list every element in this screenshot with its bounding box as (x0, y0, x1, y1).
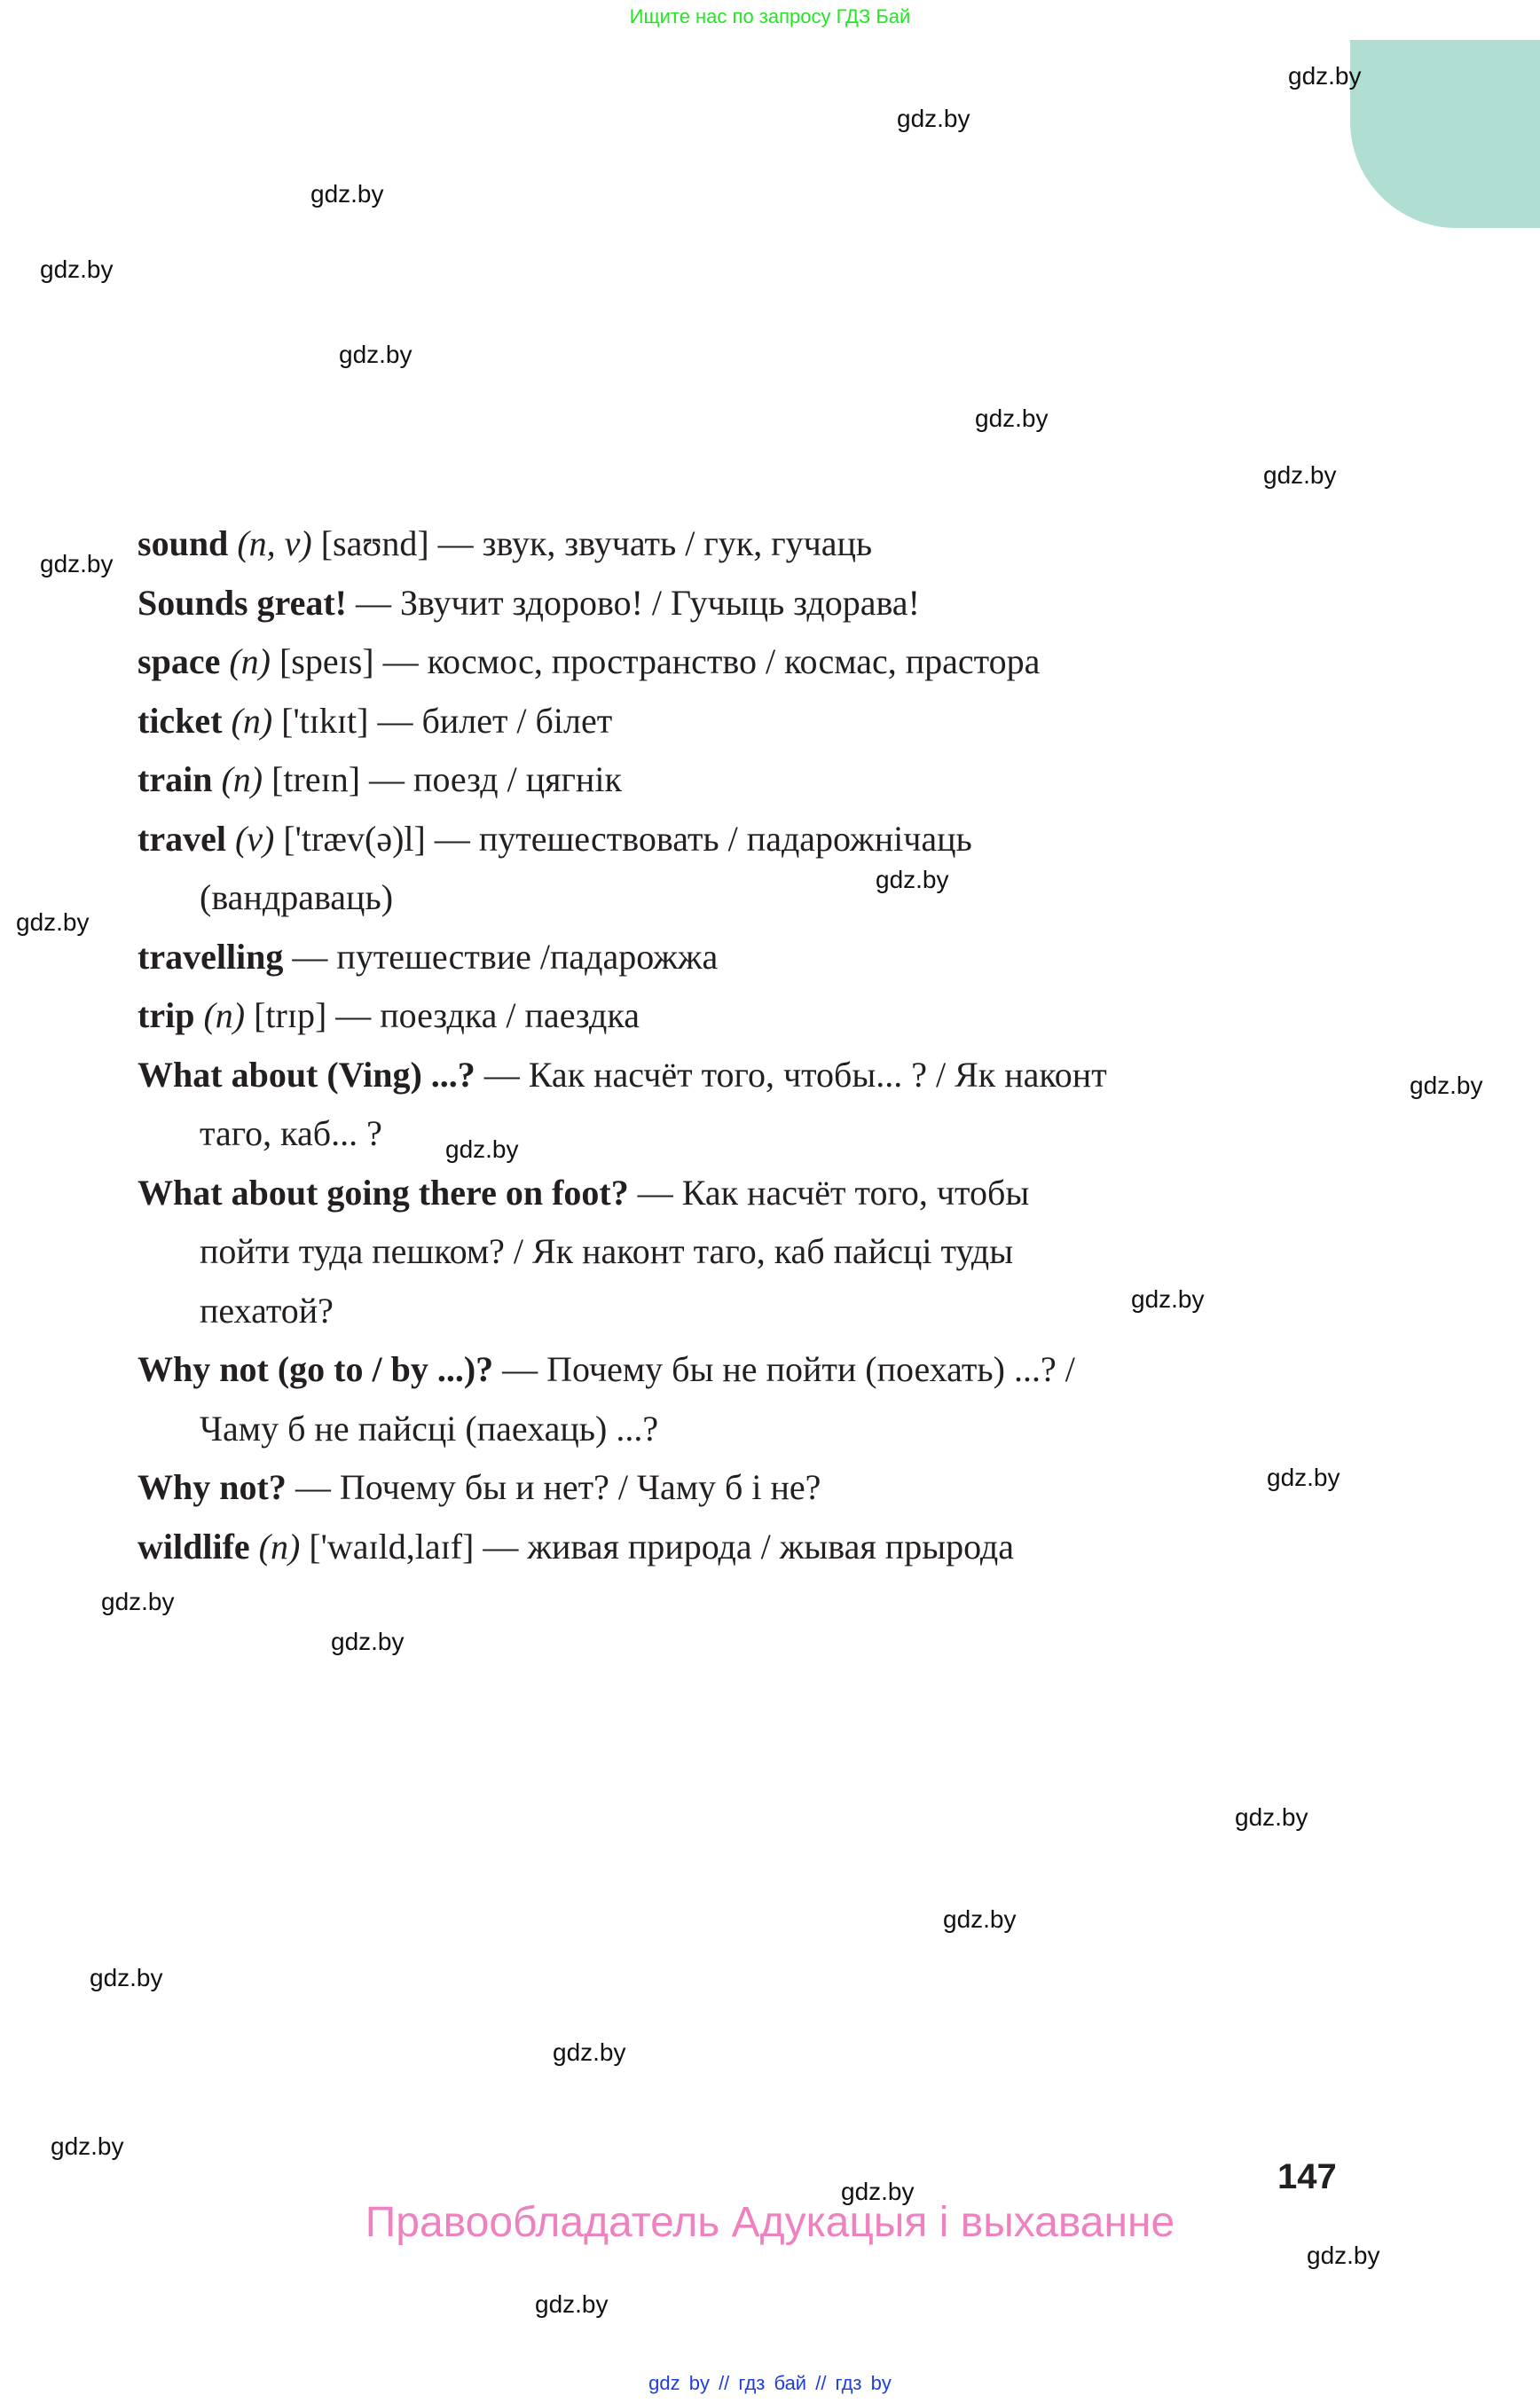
part-of-speech: (n) (231, 700, 273, 741)
top-banner: Ищите нас по запросу ГДЗ Бай (629, 5, 911, 27)
dictionary-entry-why-not-go-to (138, 1340, 1344, 1458)
watermark-text: gdz.by (16, 908, 90, 936)
footer-links[interactable]: gdz by // гдз бай // гдз by (648, 2372, 892, 2394)
page-number: 147 (1277, 2157, 1337, 2196)
headword: sound (138, 523, 229, 563)
headword: Why not (go to / by ...)? (138, 1349, 494, 1389)
translation: — Как насчёт того, чтобы (637, 1172, 1030, 1213)
watermark-text: gdz.by (1131, 1285, 1205, 1313)
translation: — космос, пространство / космас, прастора (382, 641, 1041, 681)
dictionary-entry-sounds-great (138, 574, 1344, 633)
translation-continuation: пойти туда пешком? / Як наконт таго, каб пайсці туды (200, 1231, 1014, 1271)
transcription: [saʊnd] (320, 523, 429, 563)
dictionary-entry-what-about-going-on-foot (138, 1164, 1344, 1341)
headword: trip (138, 995, 195, 1035)
dictionary-entry-ticket (138, 692, 1344, 751)
watermark-text: gdz.by (339, 341, 412, 368)
translation-continuation: таго, каб... ? (200, 1113, 382, 1153)
part-of-speech: (n) (258, 1526, 301, 1567)
translation: — Звучит здорово! / Гучыць здорава! (355, 582, 920, 623)
dictionary-entry-why-not (138, 1458, 1344, 1518)
headword: space (138, 641, 221, 681)
headword: wildlife (138, 1526, 250, 1567)
watermark-text: gdz.by (975, 404, 1049, 432)
dictionary-entry-train (138, 750, 1344, 810)
watermark-text: gdz.by (331, 1628, 405, 1655)
watermark-text: gdz.by (876, 866, 949, 893)
part-of-speech: (n) (229, 641, 271, 681)
corner-tab-decoration (1350, 40, 1540, 228)
translation: — Почему бы и нет? / Чаму б і не? (295, 1467, 821, 1507)
translation: — Почему бы не пойти (поехать) ...? / (502, 1349, 1075, 1389)
headword: travel (138, 818, 226, 859)
headword: travelling (138, 936, 284, 977)
translation-continuation: Чаму б не пайсці (паехаць) ...? (200, 1408, 659, 1449)
dictionary-entry-wildlife (138, 1518, 1344, 1577)
dictionary-entry-space (138, 632, 1344, 692)
translation: — поездка / паездка (335, 995, 640, 1035)
translation: — билет / білет (377, 700, 613, 741)
part-of-speech: (n, v) (237, 523, 312, 563)
translation-continuation: (вандраваць) (200, 877, 394, 917)
transcription: [speɪs] (279, 641, 374, 681)
watermark-text: gdz.by (1307, 2242, 1380, 2269)
translation: — путешествовать / падарожнічаць (434, 818, 972, 859)
dictionary-entry-trip (138, 986, 1344, 1046)
watermark-text: gdz.by (40, 255, 114, 283)
watermark-text: gdz.by (553, 2038, 626, 2066)
watermark-text: gdz.by (841, 2178, 915, 2205)
watermark-text: gdz.by (51, 2132, 124, 2160)
watermark-text: gdz.by (535, 2290, 609, 2318)
headword: Why not? (138, 1467, 287, 1507)
transcription: ['tɪkɪt] (281, 700, 369, 741)
dictionary-list (138, 514, 1344, 1576)
watermark-text: gdz.by (90, 1964, 163, 1991)
watermark-text: gdz.by (1267, 1464, 1340, 1491)
watermark-text: gdz.by (1410, 1072, 1483, 1099)
headword: What about (Ving) ...? (138, 1054, 475, 1095)
translation: — Как насчёт того, чтобы... ? / Як наконт (483, 1054, 1107, 1095)
watermark-text: gdz.by (1235, 1803, 1308, 1831)
headword: Sounds great! (138, 582, 347, 623)
watermark-text: gdz.by (445, 1135, 519, 1163)
headword: ticket (138, 700, 223, 741)
part-of-speech: (n) (203, 995, 246, 1035)
watermark-text: gdz.by (1288, 62, 1362, 90)
translation: — поезд / цягнік (369, 759, 622, 799)
transcription: [treɪn] (271, 759, 361, 799)
transcription: ['træv(ə)l] (283, 818, 426, 859)
dictionary-entry-travel (138, 810, 1344, 928)
dictionary-entry-sound (138, 514, 1344, 574)
watermark-text: gdz.by (40, 550, 114, 577)
dictionary-entry-what-about-ving (138, 1046, 1344, 1164)
translation: — звук, звучать / гук, гучаць (437, 523, 873, 563)
translation: — путешествие /падарожжа (292, 936, 719, 977)
copyright-notice: Правообладатель Адукацыя і выхаванне (365, 2199, 1175, 2246)
watermark-text: gdz.by (1263, 461, 1337, 489)
watermark-text: gdz.by (897, 105, 970, 132)
watermark-text: gdz.by (310, 180, 384, 208)
part-of-speech: (n) (221, 759, 263, 799)
headword: What about going there on foot? (138, 1172, 629, 1213)
watermark-text: gdz.by (101, 1588, 175, 1615)
watermark-text: gdz.by (943, 1905, 1017, 1933)
translation: — живая природа / жывая прырода (483, 1526, 1015, 1567)
transcription: ['waɪld,laɪf] (309, 1526, 475, 1567)
transcription: [trɪp] (254, 995, 327, 1035)
translation-continuation-2: пехатой? (200, 1290, 334, 1331)
part-of-speech: (v) (234, 818, 275, 859)
dictionary-entry-travelling (138, 928, 1344, 987)
headword: train (138, 759, 213, 799)
